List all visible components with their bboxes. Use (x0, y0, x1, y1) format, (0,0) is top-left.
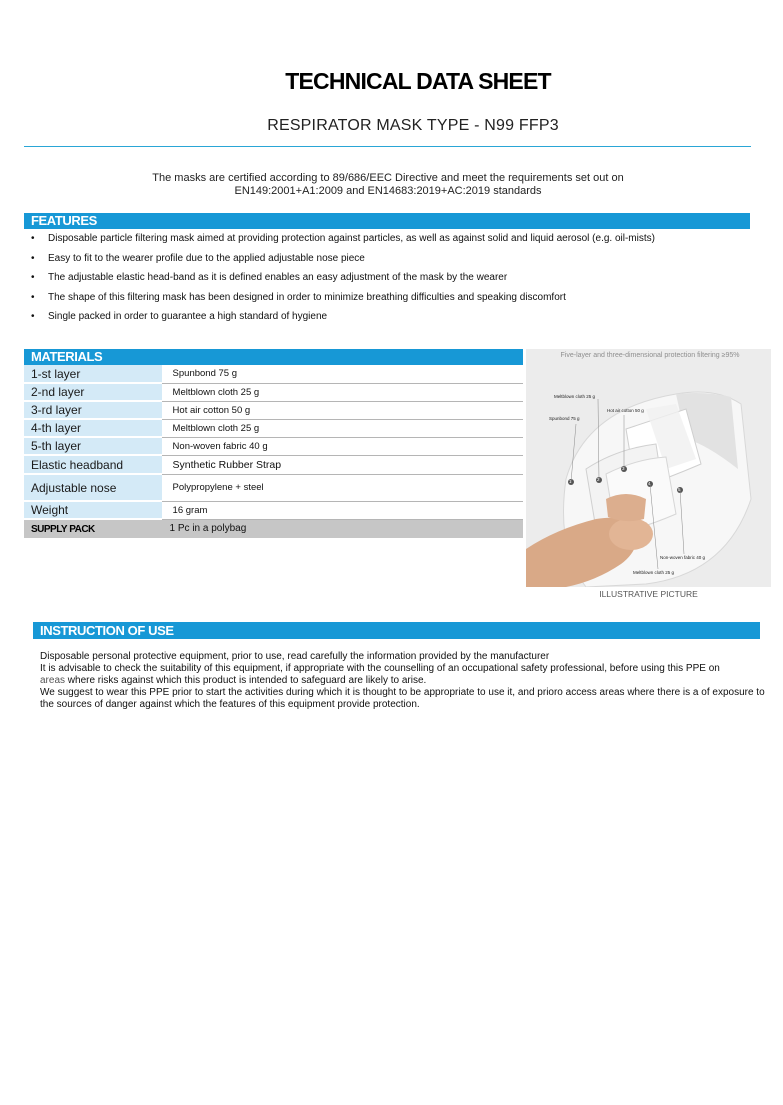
material-value: Hot air cotton 50 g (162, 401, 523, 419)
table-row (24, 437, 523, 455)
instruction-paragraph (40, 675, 768, 687)
material-value: Spunbond 75 g (162, 365, 523, 383)
instructions-body (40, 651, 768, 711)
certification-line-1: The masks are certified according to 89/686/EEC Directive and meet the requirements set out on (152, 172, 624, 184)
table-row (24, 501, 523, 519)
layer-number: 4 (648, 481, 651, 486)
certification-statement (0, 172, 776, 198)
material-label: Weight (24, 501, 162, 519)
material-label: Elastic headband (24, 455, 162, 474)
material-label: 4-th layer (24, 419, 162, 437)
material-label: 1-st layer (24, 365, 162, 383)
feature-item: • Single packed in order to guarantee a high standard of hygiene (27, 309, 767, 329)
material-label: Adjustable nose (24, 474, 162, 501)
table-row (24, 419, 523, 437)
instruction-paragraph: Disposable personal protective equipment, prior to use, read carefully the information provided by the manufacturer (40, 651, 550, 662)
table-row (24, 383, 523, 401)
feature-item: • The shape of this filtering mask has been designed in order to minimize breathing difficulties and speaking discomfort (27, 290, 767, 310)
callout-layer-2: Meltblown cloth 25 g (554, 394, 596, 399)
material-label: 2-nd layer (24, 383, 162, 401)
illustrative-picture-label: ILLUSTRATIVE PICTURE (599, 589, 698, 599)
page-title: TECHNICAL DATA SHEET (285, 68, 551, 94)
table-row (24, 401, 523, 419)
materials-table (24, 365, 523, 538)
feature-item: • The adjustable elastic head-band as it is defined enables an easy adjustment of the mask by the wearer (27, 270, 767, 290)
features-heading: FEATURES (24, 213, 750, 229)
supply-pack-label: SUPPLY PACK (24, 519, 162, 538)
material-value: Non-woven fabric 40 g (162, 437, 523, 455)
layer-number: 3 (622, 466, 625, 471)
picture-caption: Five-layer and three-dimensional protection filtering ≥95% (560, 352, 740, 359)
material-label: 3-rd layer (24, 401, 162, 419)
feature-item: • Disposable particle filtering mask aimed at providing protection against particles, as well as against solid and liquid aerosol (e.g. oil-mists) (27, 231, 767, 251)
instruction-text: where risks against which this product is intended to safeguard are likely to arise. (65, 675, 427, 686)
material-value: Polypropylene + steel (162, 474, 523, 501)
table-row (24, 365, 523, 383)
instructions-heading: INSTRUCTION OF USE (33, 622, 760, 639)
table-row (24, 474, 523, 501)
layer-number: 2 (597, 477, 600, 482)
callout-layer-3: Hot air cotton 50 g (607, 408, 644, 413)
feature-item: • Easy to fit to the wearer profile due to the applied adjustable nose piece (27, 251, 767, 271)
material-label: 5-th layer (24, 437, 162, 455)
mask-layer-illustration (526, 349, 771, 587)
certification-line-2: EN149:2001+A1:2009 and EN14683:2019+AC:2019 standards (234, 185, 542, 197)
material-value: Synthetic Rubber Strap (162, 455, 523, 474)
table-row (24, 455, 523, 474)
layer-number: 1 (569, 479, 572, 484)
features-list (27, 231, 767, 329)
callout-layer-5: Non-woven fabric 40 g (660, 555, 706, 560)
page-subtitle: RESPIRATOR MASK TYPE - N99 FFP3 (267, 117, 559, 134)
layer-number: 5 (678, 487, 681, 492)
callout-layer-4: Meltblown cloth 25 g (633, 570, 675, 575)
table-row (24, 519, 523, 538)
supply-pack-value: 1 Pc in a polybag (162, 519, 523, 538)
material-value: 16 gram (162, 501, 523, 519)
instruction-paragraph: We suggest to wear this PPE prior to start the activities during which it is thought to be appropriate to use it, and prioro access areas where there is a of exposure to the sources of danger against which the features of this equipment provide protection. (40, 687, 765, 710)
header-divider (24, 146, 751, 147)
instruction-paragraph: It is advisable to check the suitability of this equipment, if appropriate with the counselling of an occupational safety professional, before using this PPE on (40, 663, 720, 674)
mask-photo-graphic (526, 349, 771, 587)
material-value: Meltblown cloth 25 g (162, 383, 523, 401)
material-value: Meltblown cloth 25 g (162, 419, 523, 437)
instruction-muted-word: areas (40, 675, 66, 686)
callout-layer-1: Spunbond 75 g (549, 416, 580, 421)
materials-heading: MATERIALS (24, 349, 523, 365)
